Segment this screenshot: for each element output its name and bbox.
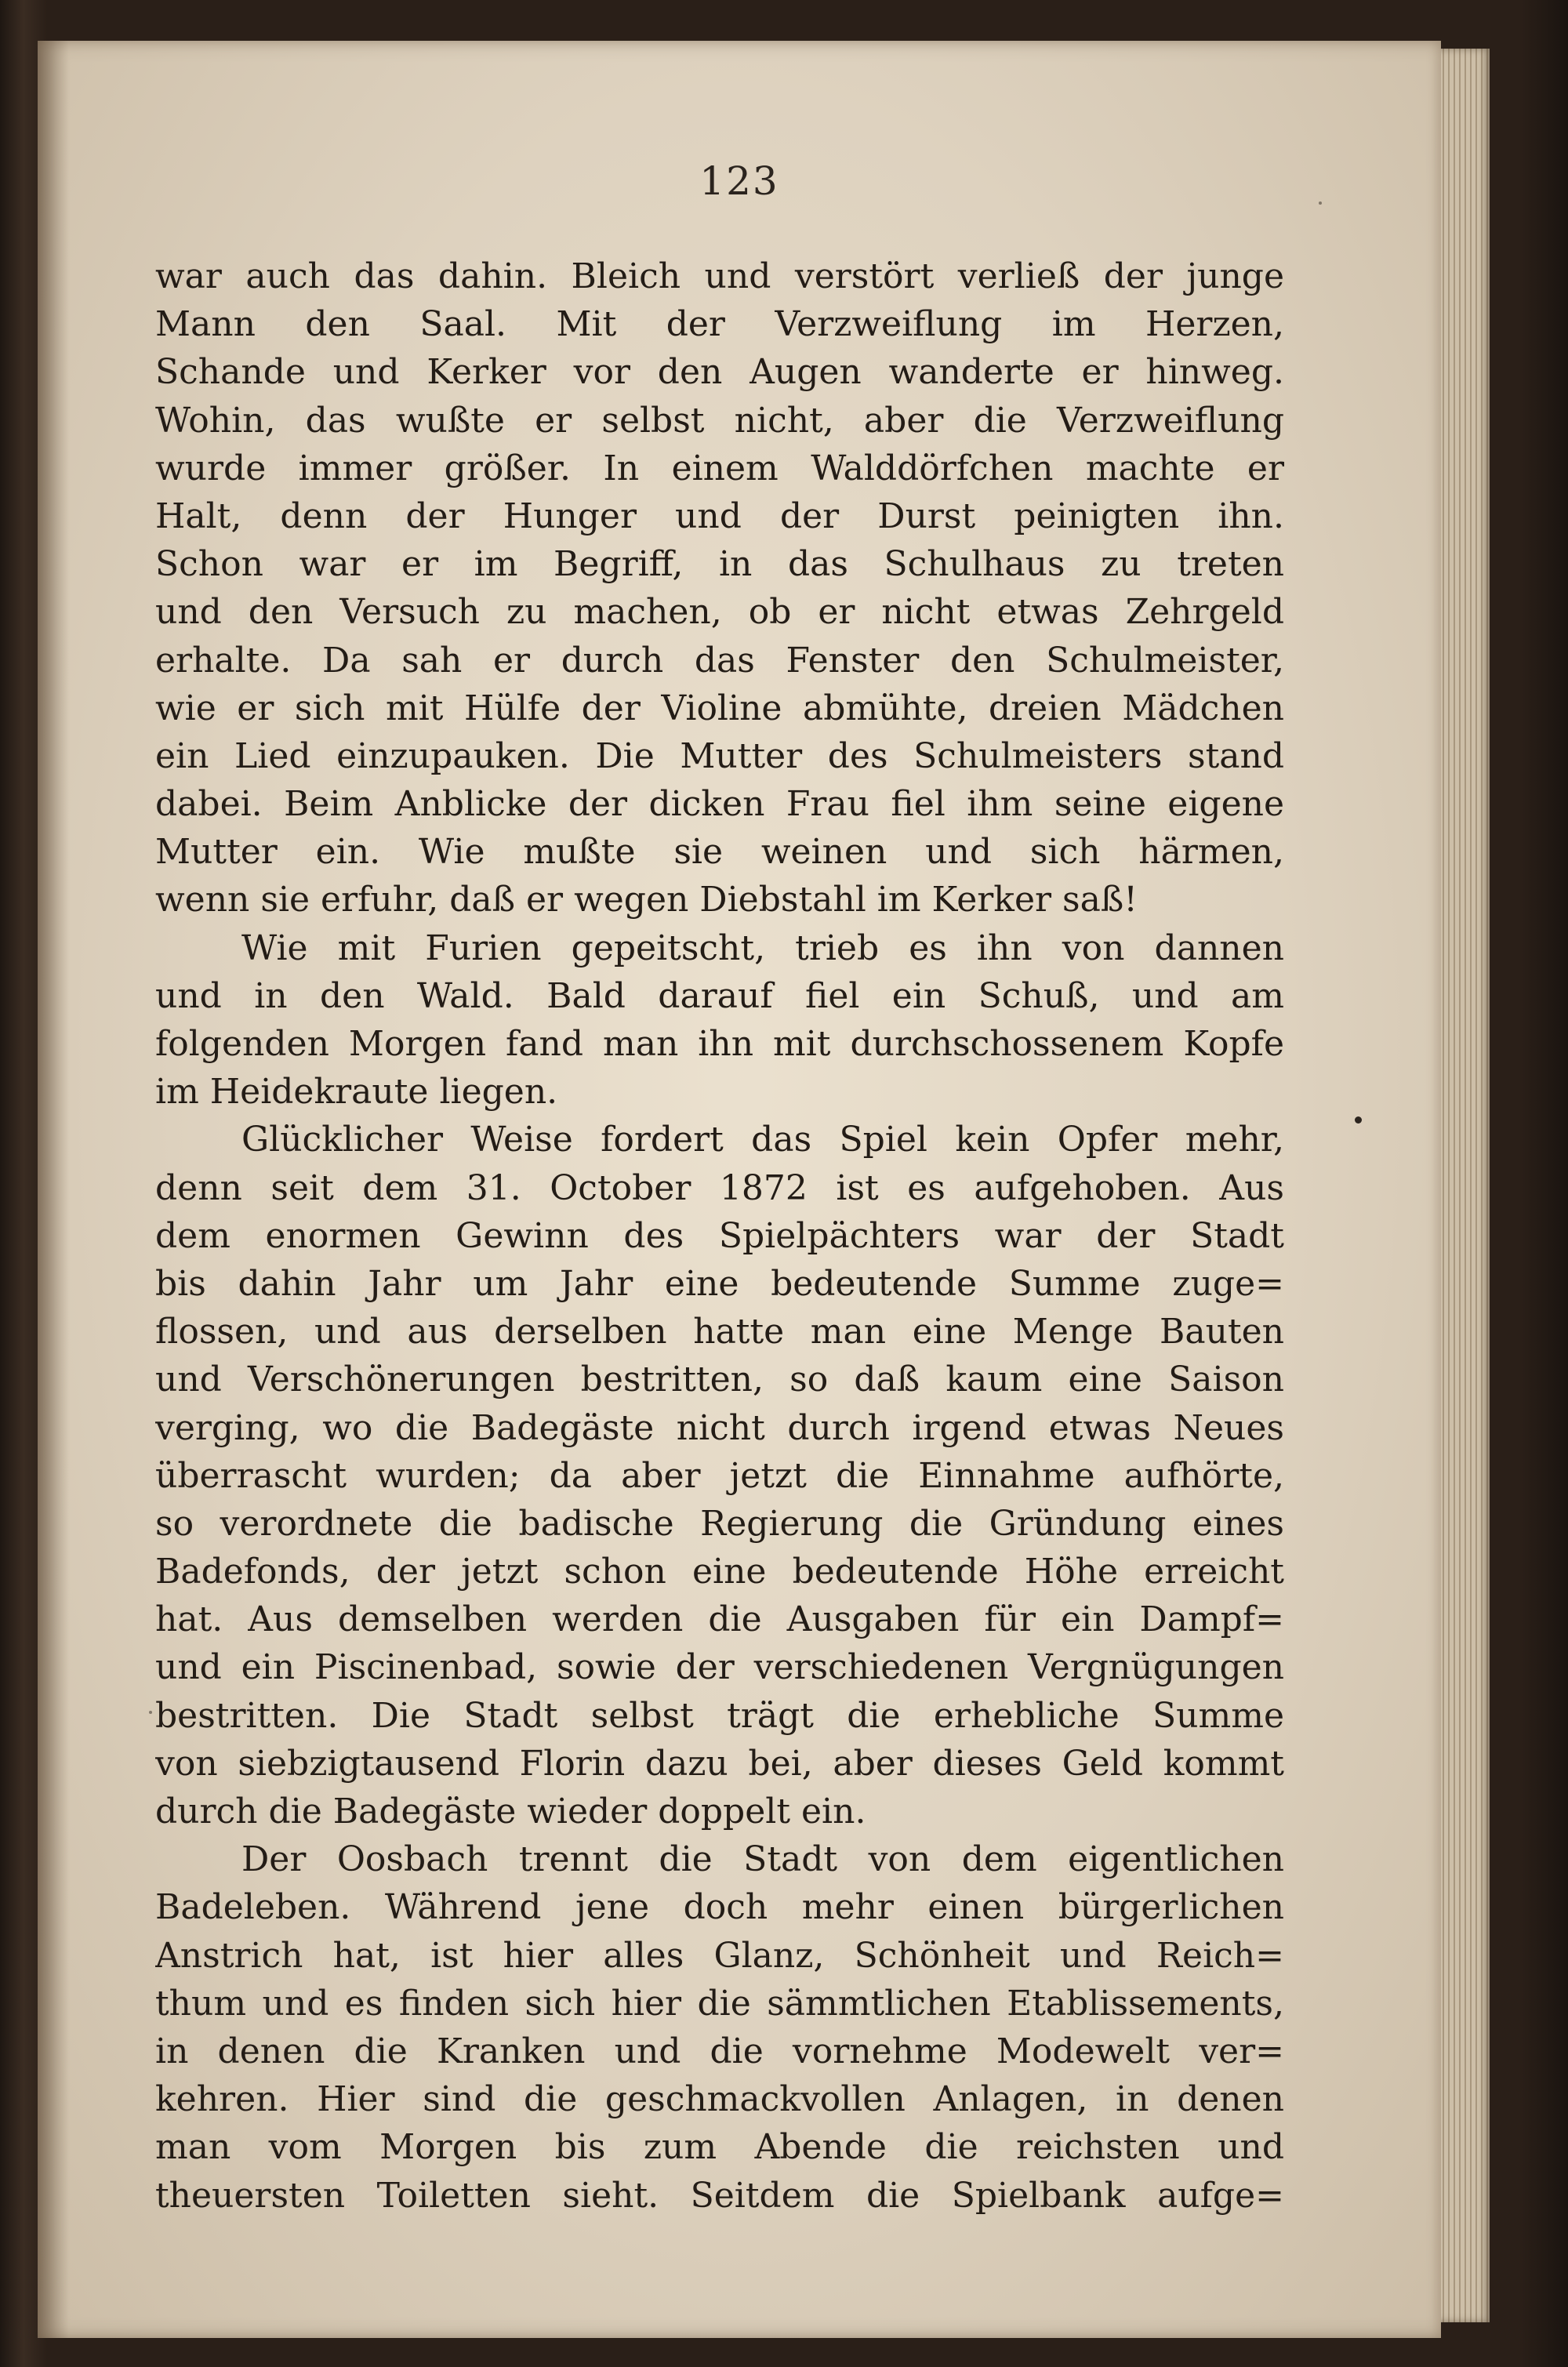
text-line: und Verschönerungen bestritten, so daß kaum eine Saison [155, 1360, 1284, 1400]
text-line: Halt, denn der Hunger und der Durst peinigten ihn. [155, 496, 1284, 536]
text-line: in denen die Kranken und die vornehme Modewelt ver= [155, 2031, 1284, 2071]
text-line: im Heidekraute liegen. [155, 1072, 558, 1113]
text-line: von siebzigtausend Florin dazu bei, aber dieses Geld kommt [155, 1743, 1284, 1784]
text-line: Schon war er im Begriff, in das Schulhaus zu treten [155, 544, 1284, 585]
paper-speck [149, 1711, 152, 1714]
text-line: Mann den Saal. Mit der Verzweiflung im Herzen, [155, 304, 1284, 345]
text-line: wurde immer größer. In einem Walddörfchen machte er [155, 448, 1284, 488]
text-line: bestritten. Die Stadt selbst trägt die erhebliche Summe [155, 1695, 1284, 1736]
text-line: hat. Aus demselben werden die Ausgaben für ein Dampf= [155, 1599, 1284, 1640]
text-line: dabei. Beim Anblicke der dicken Frau fiel ihm seine eigene [155, 784, 1284, 825]
text-line: man vom Morgen bis zum Abende die reichsten und [155, 2127, 1284, 2168]
text-line: bis dahin Jahr um Jahr eine bedeutende Summe zuge= [155, 1263, 1284, 1304]
text-line: kehren. Hier sind die geschmackvollen Anlagen, in denen [155, 2079, 1284, 2120]
text-line: und den Versuch zu machen, ob er nicht etwas Zehrgeld [155, 592, 1284, 633]
paragraph-start-line: Glücklicher Weise fordert das Spiel kein Opfer mehr, [241, 1120, 1284, 1160]
gutter-shadow [38, 41, 69, 2338]
text-line: war auch das dahin. Bleich und verstört verließ der junge [155, 256, 1284, 296]
text-line: durch die Badegäste wieder doppelt ein. [155, 1792, 866, 1832]
text-line: und ein Piscinenbad, sowie der verschiedenen Vergnügungen [155, 1647, 1284, 1688]
text-line: flossen, und aus derselben hatte man eine Menge Bauten [155, 1312, 1284, 1352]
text-line: überrascht wurden; da aber jetzt die Einnahme aufhörte, [155, 1455, 1284, 1496]
text-line: wie er sich mit Hülfe der Violine abmühte, dreien Mädchen [155, 688, 1284, 728]
paper-speck [1319, 201, 1322, 205]
paragraph-start-line: Wie mit Furien gepeitscht, trieb es ihn von dannen [241, 928, 1284, 968]
page-number: 123 [699, 158, 779, 204]
text-line: denn seit dem 31. October 1872 ist es aufgehoben. Aus [155, 1167, 1284, 1208]
text-line: und in den Wald. Bald darauf fiel ein Schuß, und am [155, 975, 1284, 1016]
text-line: Schande und Kerker vor den Augen wanderte er hinweg. [155, 352, 1284, 393]
text-line: erhalte. Da sah er durch das Fenster den Schulmeister, [155, 640, 1284, 681]
paragraph-start-line: Der Oosbach trennt die Stadt von dem eigentlichen [241, 1839, 1284, 1880]
text-line: Mutter ein. Wie mußte sie weinen und sich härmen, [155, 832, 1284, 873]
text-line: Badeleben. Während jene doch mehr einen bürgerlichen [155, 1887, 1284, 1928]
book-page [38, 41, 1441, 2338]
text-line: ein Lied einzupauken. Die Mutter des Schulmeisters stand [155, 735, 1284, 776]
text-line: Wohin, das wußte er selbst nicht, aber die Verzweiflung [155, 400, 1284, 441]
text-line: wenn sie erfuhr, daß er wegen Diebstahl im Kerker saß! [155, 880, 1138, 920]
body-text [155, 252, 1284, 2220]
text-line: thum und es finden sich hier die sämmtlichen Etablissements, [155, 1983, 1284, 2024]
text-line: dem enormen Gewinn des Spielpächters war der Stadt [155, 1215, 1284, 1256]
text-line: so verordnete die badische Regierung die Gründung eines [155, 1503, 1284, 1544]
text-line: theuersten Toiletten sieht. Seitdem die Spielbank aufge= [155, 2175, 1284, 2216]
paper-speck [1355, 1116, 1362, 1124]
text-line: Badefonds, der jetzt schon eine bedeutende Höhe erreicht [155, 1552, 1284, 1592]
text-line: folgenden Morgen fand man ihn mit durchschossenem Kopfe [155, 1024, 1284, 1064]
text-line: verging, wo die Badegäste nicht durch irgend etwas Neues [155, 1407, 1284, 1448]
text-line: Anstrich hat, ist hier alles Glanz, Schönheit und Reich= [155, 1935, 1284, 1976]
